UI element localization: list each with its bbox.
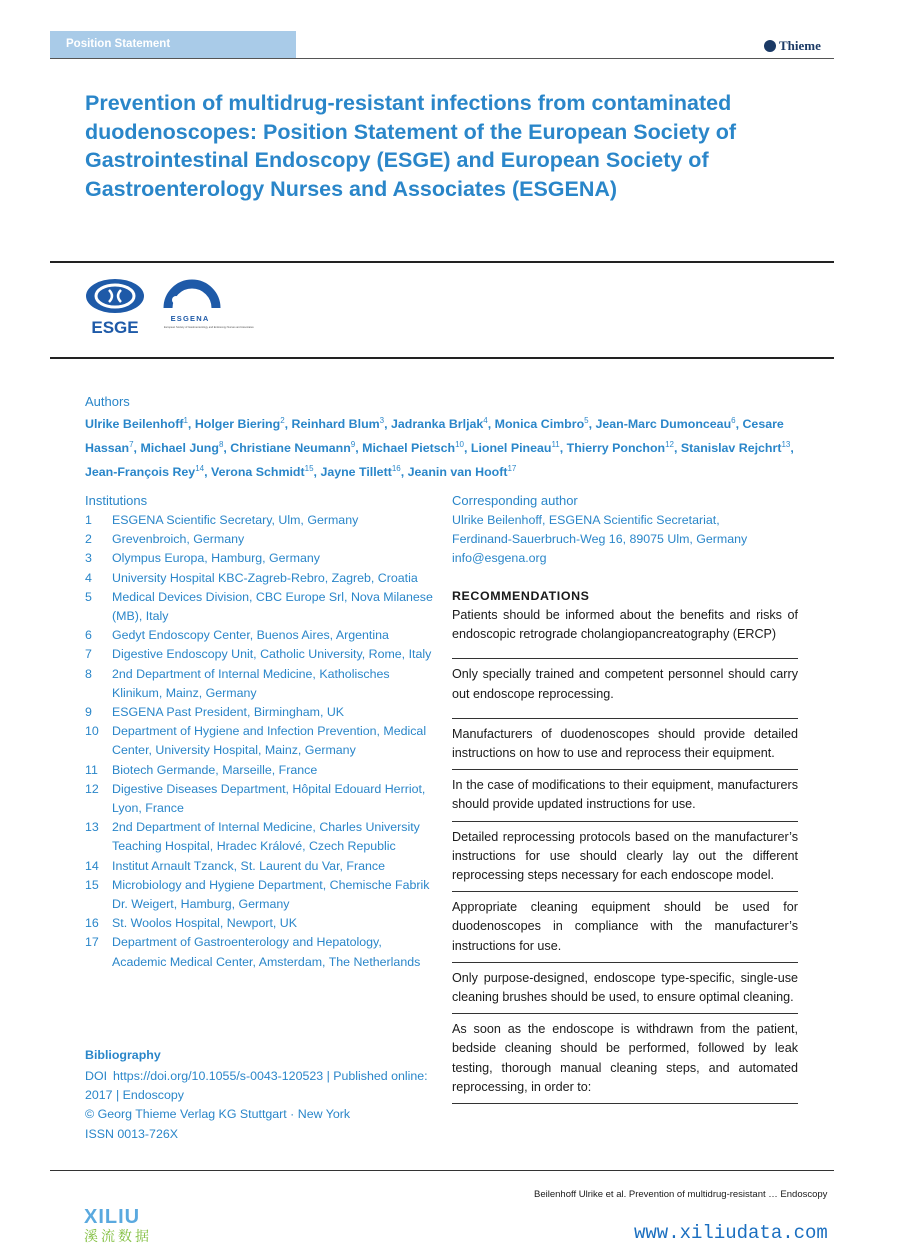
author-affiliation-number: 10 — [455, 439, 464, 449]
authors-list: Ulrike Beilenhoff$^1$, Holger Biering$^2$, Reinhard Blum$^3$, Jadranka Brljak$^4$, Monica Cimbro$^5$, Jean-Marc Dumonceau$^6$, Cesare Hassan$^7$, Michael Jung$^8$, Christiane Neumann$^9$, Michael Pietsch$^{10}$, Lionel Pineau$^{11}$, Thierry Ponchon$^{12}$, Stanislav Rejchrt$^{13}$, Jean-François Rey$^{14}$, Verona Schmidt$^{15}$, Jayne Tillett$^{16}$, Jeanin van Hooft$^{17}$ — [85, 416, 794, 479]
institution-item — [85, 626, 435, 645]
esgena-logo — [160, 278, 254, 340]
institution-item — [85, 876, 435, 914]
author-name: Jeanin van Hooft — [407, 464, 508, 479]
institution-number: 1 — [85, 513, 92, 527]
copyright: © Georg Thieme Verlag KG Stuttgart · New York — [85, 1107, 351, 1122]
author-name: Holger Biering — [194, 417, 281, 432]
institution-text: University Hospital KBC-Zagreb-Rebro, Zagreb, Croatia — [112, 570, 418, 585]
institution-number: 7 — [85, 647, 92, 662]
institution-number: 8 — [85, 666, 92, 681]
author-name: Jean-Marc Dumonceau — [595, 417, 732, 432]
recommendation-item: Patients should be informed about the benefits and risks of endoscopic retrograde cholangiopancreatography (ERCP) — [452, 608, 798, 642]
header-divider — [50, 58, 834, 59]
footer-divider — [50, 1170, 834, 1171]
institution-text: ESGENA Scientific Secretary, Ulm, Germany — [112, 513, 359, 527]
institution-text: Grevenbroich, Germany — [112, 532, 245, 547]
institution-text: Digestive Diseases Department, Hôpital Edouard Herriot, Lyon, France — [112, 781, 426, 816]
esge-logo — [84, 278, 146, 338]
institution-text: St. Woolos Hospital, Newport, UK — [112, 916, 298, 931]
institution-item — [85, 569, 435, 588]
author-affiliation-number: 1 — [183, 416, 188, 425]
institutions-list — [85, 511, 435, 972]
section-label: Position Statement — [50, 31, 296, 58]
recommendation-divider — [452, 891, 798, 892]
footer-citation: Beilenhoff Ulrike et al. Prevention of multidrug-resistant … Endoscopy — [534, 1189, 828, 1200]
corresponding-name: Ulrike Beilenhoff, ESGENA Scientific Secretariat, — [452, 513, 720, 527]
author-name: Jayne Tillett — [320, 464, 392, 479]
corresponding-block — [452, 511, 802, 569]
author-affiliation-number: 3 — [379, 416, 385, 425]
institution-number: 15 — [85, 877, 99, 892]
esgena-tagline: European Society of Gastroenterology and Endoscopy Nurses and Associates — [164, 326, 254, 329]
author-affiliation-number: 15 — [304, 463, 314, 473]
author-name: Cesare Hassan — [85, 417, 784, 455]
institution-text: 2nd Department of Internal Medicine, Katholisches Klinikum, Mainz, Germany — [112, 666, 390, 700]
institution-item — [85, 530, 435, 549]
institution-number: 5 — [85, 589, 92, 604]
recommendation-divider — [452, 1013, 798, 1014]
institution-number: 16 — [85, 916, 99, 931]
esge-logo-text: ESGE — [91, 318, 139, 337]
author-affiliation-number: 13 — [781, 439, 791, 449]
institution-number: 6 — [85, 628, 92, 643]
author-name: Monica Cimbro — [494, 417, 585, 432]
author-affiliation-number: 5 — [584, 416, 589, 425]
thieme-mark-icon — [764, 40, 776, 52]
recommendation-item: Only purpose-designed, endoscope type-specific, single-use cleaning brushes should be used, to ensure optimal cleaning. — [452, 970, 798, 1005]
author-affiliation-number: 8 — [218, 439, 224, 449]
institution-item — [85, 703, 435, 722]
institution-number: 9 — [85, 705, 92, 720]
recommendation-item: Manufacturers of duodenoscopes should provide detailed instructions on how to use and reprocess their equipment. — [452, 726, 798, 761]
institution-item — [85, 549, 435, 568]
author-name: Verona Schmidt — [210, 464, 305, 479]
institution-text: Gedyt Endoscopy Center, Buenos Aires, Argentina — [112, 628, 389, 643]
institution-item — [85, 511, 435, 530]
issn: ISSN 0013-726X — [85, 1126, 178, 1141]
article-title: Prevention of multidrug-resistant infections from contaminated duodenoscopes: Position Statement of the European Society of Gastrointestinal Endoscopy (ESGE) and European Society of Gastroenterology Nurses and Associates (ESGENA) — [85, 91, 737, 201]
institution-item — [85, 761, 435, 780]
author-affiliation-number: 14 — [195, 463, 205, 473]
author-name: Reinhard Blum — [291, 417, 380, 432]
institution-number: 4 — [85, 570, 92, 585]
author-name: Thierry Ponchon — [566, 440, 666, 455]
institution-item — [85, 722, 435, 760]
recommendation-item: Only specially trained and competent personnel should carry out endoscope reprocessing. — [452, 667, 798, 701]
title-divider — [50, 261, 834, 263]
institution-number: 13 — [85, 820, 99, 835]
institution-item — [85, 857, 435, 876]
authors-heading: Authors — [85, 394, 130, 409]
institution-item — [85, 780, 435, 818]
recommendation-divider — [452, 962, 798, 963]
institution-item — [85, 818, 435, 856]
recommendation-item: Detailed reprocessing protocols based on the manufacturer’s instructions for use should clearly lay out the different reprocessing steps necessary for each endoscope model. — [452, 829, 798, 883]
author-name: Lionel Pineau — [470, 440, 552, 455]
institution-item — [85, 933, 435, 971]
doi-label: DOI — [85, 1069, 108, 1083]
author-name: Jadranka Brljak — [391, 417, 484, 432]
author-affiliation-number: 6 — [731, 416, 736, 425]
institution-text: 2nd Department of Internal Medicine, Charles University Teaching Hospital, Hradec Králové, Czech Republic — [112, 820, 420, 854]
author-affiliation-number: 16 — [391, 463, 401, 473]
institution-item — [85, 645, 435, 664]
author-affiliation-number: 12 — [665, 439, 675, 449]
author-name: Michael Jung — [140, 440, 219, 455]
author-affiliation-number: 17 — [507, 463, 517, 473]
institution-number: 2 — [85, 532, 92, 547]
publisher-logo — [764, 38, 821, 54]
institution-number: 14 — [85, 858, 99, 873]
institution-number: 12 — [85, 781, 99, 796]
watermark-logo: XILIU — [84, 1206, 141, 1228]
recommendations-list — [452, 606, 798, 1104]
institution-number: 3 — [85, 551, 92, 566]
bibliography-heading: Bibliography — [85, 1048, 161, 1062]
institution-item — [85, 665, 435, 703]
institutions-heading: Institutions — [85, 493, 148, 508]
author-name: Michael Pietsch — [362, 440, 456, 455]
corresponding-email[interactable]: info@esgena.org — [452, 551, 547, 566]
author-affiliation-number: 7 — [129, 439, 134, 449]
publisher-name: Thieme — [779, 38, 821, 53]
watermark-url[interactable]: www.xiliudata.com — [634, 1222, 828, 1244]
recommendation-divider — [452, 769, 798, 770]
doi-line — [85, 1067, 430, 1105]
institution-number: 17 — [85, 935, 99, 950]
institution-item — [85, 588, 435, 626]
institution-text: ESGENA Past President, Birmingham, UK — [112, 705, 345, 720]
esgena-logo-text: ESGENA — [170, 314, 210, 323]
bibliography-block — [85, 1067, 430, 1144]
recommendation-item: In the case of modifications to their equipment, manufacturers should provide updated instructions for use. — [452, 778, 798, 812]
author-name: Ulrike Beilenhoff — [85, 417, 184, 432]
author-affiliation-number: 2 — [280, 416, 285, 425]
watermark-logo-sub: 溪流数据 — [84, 1228, 152, 1244]
institution-text: Olympus Europa, Hamburg, Germany — [112, 551, 320, 566]
institution-text: Microbiology and Hygiene Department, Chemische Fabrik Dr. Weigert, Hamburg, Germany — [112, 877, 430, 912]
institution-text: Biotech Germande, Marseille, France — [112, 762, 318, 777]
institution-text: Institut Arnault Tzanck, St. Laurent du Var, France — [112, 858, 385, 873]
recommendation-item: As soon as the endoscope is withdrawn from the patient, bedside cleaning should be performed, followed by leak testing, thorough manual cleaning steps, and automated reprocessing, in order to: — [452, 1022, 798, 1094]
author-name: Stanislav Rejchrt — [680, 440, 782, 455]
author-name: Jean-François Rey — [85, 464, 196, 479]
institution-number: 10 — [85, 724, 99, 739]
institution-number: 11 — [85, 762, 98, 777]
author-affiliation-number: 4 — [483, 416, 488, 425]
recommendation-divider — [452, 821, 798, 822]
doi-link[interactable]: https://doi.org/10.1055/s-0043-120523 | Published online: 2017 | Endoscopy — [85, 1069, 428, 1103]
recommendation-divider — [452, 658, 798, 659]
author-affiliation-number: 9 — [350, 439, 356, 449]
logo-divider — [50, 357, 834, 359]
institution-text: Digestive Endoscopy Unit, Catholic University, Rome, Italy — [112, 647, 432, 662]
corresponding-heading: Corresponding author — [452, 493, 578, 508]
institution-text: Department of Gastroenterology and Hepatology, Academic Medical Center, Amsterdam, The Netherlands — [112, 935, 421, 969]
author-affiliation-number: 11 — [551, 439, 560, 449]
institution-text: Medical Devices Division, CBC Europe Srl, Nova Milanese (MB), Italy — [112, 589, 433, 624]
corresponding-address: Ferdinand-Sauerbruch-Weg 16, 89075 Ulm, Germany — [452, 532, 748, 547]
institution-item — [85, 914, 435, 933]
recommendations-heading: RECOMMENDATIONS — [452, 589, 590, 603]
recommendation-divider — [452, 1103, 798, 1104]
recommendation-item: Appropriate cleaning equipment should be used for duodenoscopes in compliance with the manufacturer’s instructions for use. — [452, 900, 798, 953]
recommendation-divider — [452, 718, 798, 719]
institution-text: Department of Hygiene and Infection Prevention, Medical Center, University Hospital, Mainz, Germany — [112, 724, 427, 758]
author-name: Christiane Neumann — [230, 440, 351, 455]
